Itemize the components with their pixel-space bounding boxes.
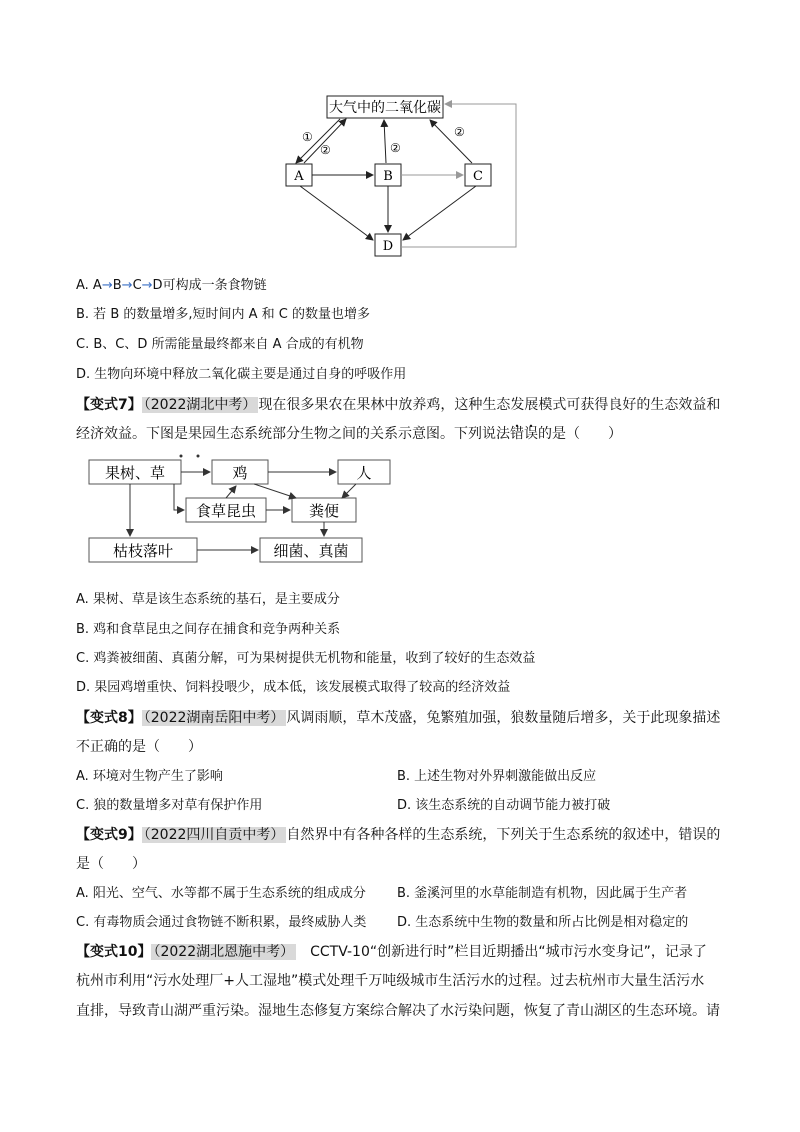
q7-stem-line2 xyxy=(76,424,622,444)
q7-text2-pre: 经济效益。下图是果园生态系统部分生物之间的关系示意图。下列说法 xyxy=(76,426,510,442)
q6-option-a-post: 可构成一条食物链 xyxy=(162,278,267,293)
q10-stem-line3: 直排，导致青山湖严重污染。湿地生态修复方案综合解决了水污染问题，恢复了青山湖区的生态环境。请 xyxy=(76,1003,720,1019)
q6-option-a-b: B xyxy=(112,278,122,293)
n3-label: 人 xyxy=(356,464,372,482)
arrow-b-to-co2 xyxy=(384,120,386,163)
q9-label: 【变式9】 xyxy=(76,827,142,843)
n6-label: 枯枝落叶 xyxy=(112,542,174,560)
marker-2-left: ② xyxy=(320,143,331,157)
arrow-icon: → xyxy=(141,278,153,293)
arrow-c-to-d xyxy=(403,186,476,240)
q9-option-d: D. 生态系统中生物的数量和所占比例是相对稳定的 xyxy=(397,915,689,930)
q7-option-b: B. 鸡和食草昆虫之间存在捕食和竞争两种关系 xyxy=(76,622,341,637)
q9-text1: 自然界中有各种各样的生态系统，下列关于生态系统的叙述中，错误的 xyxy=(286,827,721,843)
q10-stem-line1 xyxy=(76,942,707,962)
q10-source: （2022湖北恩施中考） xyxy=(153,944,295,960)
arrow-c-to-co2 xyxy=(430,120,472,163)
arrow-icon: → xyxy=(101,278,113,293)
q7-option-a: A. 果树、草是该生态系统的基石，是主要成分 xyxy=(76,592,340,607)
q7-option-c: C. 鸡粪被细菌、真菌分解，可为果树提供无机物和能量，收到了较好的生态效益 xyxy=(76,651,536,666)
orchard-relationship-diagram xyxy=(84,452,414,567)
q8-source: （2022湖南岳阳中考） xyxy=(143,710,285,726)
q8-label: 【变式8】 xyxy=(76,710,142,726)
n4-label: 食草昆虫 xyxy=(195,502,257,520)
q8-option-b: B. 上述生物对外界刺激能做出反应 xyxy=(397,769,597,784)
marker-1: ① xyxy=(302,130,313,144)
n7-label: 细菌、真菌 xyxy=(273,542,349,560)
q6-option-a-d: D xyxy=(152,278,163,293)
node-d-label: D xyxy=(382,239,394,254)
q8-text1: 风调雨顺，草木茂盛，兔繁殖加强，狼数量随后增多，关于此现象描述 xyxy=(286,710,721,726)
q7-option-d: D. 果园鸡增重快、饲料投喂少，成本低，该发展模式取得了较高的经济效益 xyxy=(76,680,511,695)
q10-text1: CCTV-10“创新进行时”栏目近期播出“城市污水变身记”，记录了 xyxy=(310,944,707,960)
q7-emphasis-1: 错 xyxy=(510,426,524,442)
arrow-a-to-d xyxy=(300,186,373,240)
carbon-cycle-diagram xyxy=(280,92,520,262)
n5-label: 粪便 xyxy=(308,502,340,520)
q8-stem-line2: 不正确的是（ ） xyxy=(76,739,202,755)
q7-emphasis-2: 误 xyxy=(524,426,538,442)
q9-option-b: B. 釜溪河里的水草能制造有机物，因此属于生产者 xyxy=(397,886,688,901)
q6-option-a xyxy=(76,276,267,296)
q7-source: （2022湖北中考） xyxy=(143,397,257,413)
marker-2-mid: ② xyxy=(390,141,401,155)
q7-text1: 现在很多果农在果林中放养鸡，这种生态发展模式可获得良好的生态效益和 xyxy=(258,397,721,413)
co2-label: 大气中的二氧化碳 xyxy=(329,100,441,116)
q8-option-a: A. 环境对生物产生了影响 xyxy=(76,769,223,784)
q6-option-b: B. 若 B 的数量增多,短时间内 A 和 C 的数量也增多 xyxy=(76,307,370,322)
q9-option-a: A. 阳光、空气、水等都不属于生态系统的组成成分 xyxy=(76,886,366,901)
n1-label: 果树、草 xyxy=(104,464,166,482)
q10-label: 【变式10】 xyxy=(76,944,152,960)
node-c-label: C xyxy=(473,169,483,184)
q9-option-c: C. 有毒物质会通过食物链不断积累，最终威胁人类 xyxy=(76,915,367,930)
n2-label: 鸡 xyxy=(232,464,248,482)
q7-text2-post: 的是（ ） xyxy=(538,426,622,442)
node-a-label: A xyxy=(294,169,304,184)
q9-stem-line1 xyxy=(76,825,720,845)
arrow-icon: → xyxy=(121,278,133,293)
q7-stem-line1 xyxy=(76,395,720,415)
q6-option-d: D. 生物向环境中释放二氧化碳主要是通过自身的呼吸作用 xyxy=(76,367,407,382)
q6-option-a-pre: A. A xyxy=(76,278,102,293)
q8-stem-line1 xyxy=(76,708,720,728)
q9-stem-line2: 是（ ） xyxy=(76,856,146,872)
q8-option-c: C. 狼的数量增多对草有保护作用 xyxy=(76,798,263,813)
q8-option-d: D. 该生态系统的自动调节能力被打破 xyxy=(397,798,611,813)
q6-option-a-c: C xyxy=(132,278,142,293)
q9-source: （2022四川自贡中考） xyxy=(143,827,285,843)
q10-stem-line2: 杭州市利用“污水处理厂+人工湿地”模式处理千万吨级城市生活污水的过程。过去杭州市大量生活污水 xyxy=(76,973,705,989)
marker-2-right: ② xyxy=(454,125,465,139)
q6-option-c: C. B、C、D 所需能量最终都来自 A 合成的有机物 xyxy=(76,337,364,352)
node-b-label: B xyxy=(383,169,393,184)
q7-label: 【变式7】 xyxy=(76,397,142,413)
